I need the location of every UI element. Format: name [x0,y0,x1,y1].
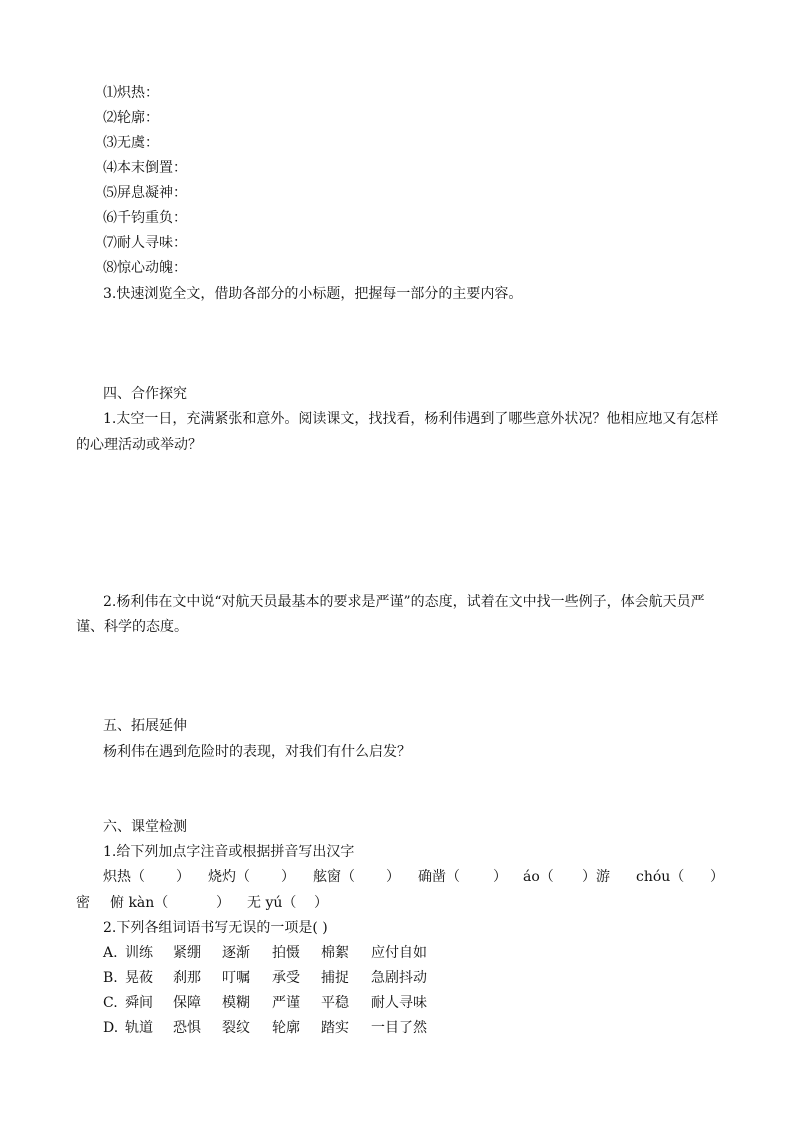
option-label: C. [103,995,118,1011]
pinyin-cell: ） [281,869,295,885]
option-word: 踏实 [321,1020,349,1036]
pinyin-cell: ） [176,869,190,885]
option-word: 平稳 [321,995,349,1011]
section-4-q2-line2: 谨、科学的态度。 [76,619,188,635]
option-word: 耐人寻味 [371,995,427,1011]
option-word: 训练 [125,945,153,961]
option-word: 晃莜 [125,970,153,986]
option-word: 刹那 [173,970,201,986]
pinyin-cell: ）游 [582,869,610,885]
option-word: 承受 [272,970,300,986]
option-word: 逐渐 [222,945,250,961]
pinyin-cell: 烧灼（ [208,869,250,885]
option-word: 轨道 [125,1020,153,1036]
section-4-q1-line2: 的心理活动或举动？ [76,437,202,453]
option-word: 保障 [173,995,201,1011]
option-word: 严谨 [272,995,300,1011]
vocab-item: ⑶无虞： [103,135,159,151]
pinyin-cell: ） [493,869,507,885]
section-6-q2: 2.下列各组词语书写无误的一项是( ) [103,920,328,936]
pinyin-cell: ） [216,895,230,911]
vocab-item: ⑷本末倒置： [103,160,187,176]
option-word: 恐惧 [173,1020,201,1036]
section-6-title: 六、课堂检测 [103,819,187,835]
pinyin-cell: ） [386,869,400,885]
pinyin-cell: ） [710,869,724,885]
pinyin-cell: ） [314,895,328,911]
pinyin-cell: áo（ [523,869,554,885]
option-word: 舜间 [125,995,153,1011]
section-5-title: 五、拓展延伸 [103,718,187,734]
pinyin-cell: 无 yú（ [247,895,297,911]
option-word: 急剧抖动 [371,970,427,986]
section-4-q1-line1: 1.太空一日，充满紧张和意外。阅读课文，找找看，杨利伟遇到了哪些意外状况？他相应地又有怎样 [103,411,719,427]
option-word: 一目了然 [371,1020,427,1036]
vocab-item: ⑵轮廓： [103,110,159,126]
section-4-title: 四、合作探究 [103,386,187,402]
option-word: 应付自如 [371,945,427,961]
pinyin-cell: 密 [76,895,90,911]
option-word: 模糊 [222,995,250,1011]
pinyin-cell: 确凿（ [418,869,460,885]
option-word: 叮嘱 [222,970,250,986]
option-word: 棉絮 [321,945,349,961]
question-3: 3.快速浏览全文，借助各部分的小标题，把握每一部分的主要内容。 [103,286,523,302]
option-word: 紧绷 [173,945,201,961]
vocab-item: ⑻惊心动魄： [103,260,187,276]
section-4-q2-line1: 2.杨利伟在文中说“对航天员最基本的要求是严谨”的态度，试着在文中找一些例子，体会航天员严 [103,594,705,610]
option-word: 裂纹 [222,1020,250,1036]
vocab-item: ⑴炽热： [103,85,159,101]
pinyin-cell: 俯 kàn（ [110,895,169,911]
option-word: 轮廓 [272,1020,300,1036]
option-label: D. [103,1020,119,1036]
section-5-question: 杨利伟在遇到危险时的表现，对我们有什么启发？ [103,744,411,760]
section-6-q1: 1.给下列加点字注音或根据拼音写出汉字 [103,844,355,860]
pinyin-cell: 炽热（ [103,869,145,885]
option-label: A. [103,945,118,961]
pinyin-cell: 舷窗（ [313,869,355,885]
vocab-item: ⑺耐人寻味： [103,235,187,251]
option-label: B. [103,970,118,986]
pinyin-cell: chóu（ [636,869,685,885]
option-word: 拍慑 [272,945,300,961]
vocab-item: ⑸屏息凝神： [103,185,187,201]
option-word: 捕捉 [321,970,349,986]
vocab-item: ⑹千钧重负： [103,210,187,226]
